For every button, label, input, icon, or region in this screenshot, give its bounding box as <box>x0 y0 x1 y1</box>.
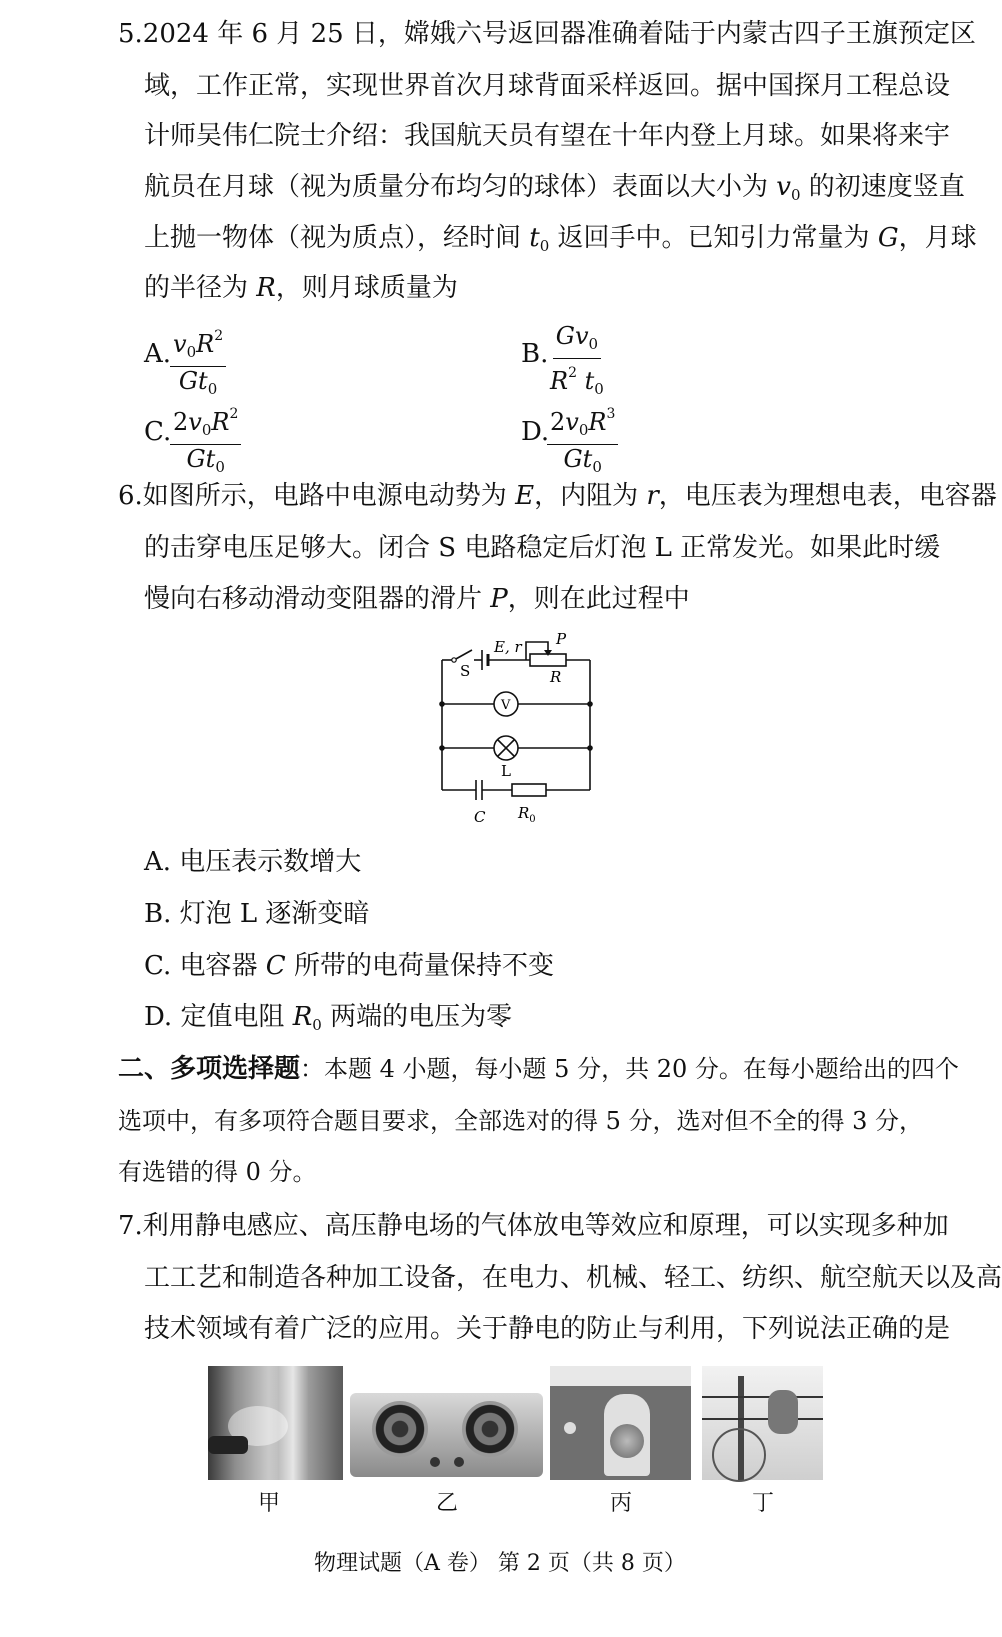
source-label: E, r <box>494 638 522 656</box>
symbol-R: R <box>248 273 276 303</box>
section2-line-1-text: ：本题 4 小题，每小题 5 分，共 20 分。在每小题给出的四个 <box>300 1055 959 1083</box>
q7-line-2: 工工艺和制造各种加工设备，在电力、机械、轻工、纺织、航空航天以及高 <box>144 1263 1002 1293</box>
q6-line-1-c: ，电压表为理想电表，电容器 <box>658 481 997 511</box>
q6-line-2: 的击穿电压足够大。闭合 S 电路稳定后灯泡 L 正常发光。如果此时缓 <box>144 533 941 563</box>
q6-line-3 <box>144 583 690 615</box>
q5-line-5 <box>144 222 977 262</box>
slider-arrow <box>544 650 552 656</box>
q6-line-3-b: ，则在此过程中 <box>507 584 690 614</box>
q5-line-2: 域，工作正常，实现世界首次月球背面采样返回。据中国探月工程总设 <box>144 71 951 101</box>
q7-line-1: 7.利用静电感应、高压静电场的气体放电等效应和原理，可以实现多种加 <box>118 1211 949 1241</box>
capacitor-label: C <box>474 808 486 826</box>
q5-option-b-label: B. <box>521 339 549 369</box>
q5-line-5-a: 上抛一物体（视为质点），经时间 <box>144 223 522 253</box>
symbol-r: r <box>638 481 659 511</box>
caption-ding: 丁 <box>752 1491 775 1516</box>
q5-line-4-a: 航员在月球（视为质量分布均匀的球体）表面以大小为 <box>144 172 769 202</box>
q5-line-6 <box>144 272 458 304</box>
q5-option-d-formula: $\frac{2v_0R^3}{Gt_0}$ <box>547 400 618 481</box>
q6-line-3-a: 慢向右移动滑动变阻器的滑片 <box>144 584 483 614</box>
q6-line-1-a: 6.如图所示，电路中电源电动势为 <box>118 481 507 511</box>
switch-contact <box>452 658 456 662</box>
symbol-P: P <box>482 584 508 614</box>
resistor-label: $R_0$ <box>518 804 536 825</box>
q5-option-a-label: A. <box>144 339 172 369</box>
q5-line-4-b: 的初速度竖直 <box>808 172 965 202</box>
q5-line-1: 5.2024 年 6 月 25 日，嫦娥六号返回器准确着陆于内蒙古四子王旗预定区 <box>118 19 976 49</box>
q5-option-a-formula: $\frac{v_0R^2}{Gt_0}$ <box>170 322 226 403</box>
q5-line-6-b: ，则月球质量为 <box>275 273 458 303</box>
symbol-R0: $R_0$ <box>284 1002 322 1034</box>
q5-option-c-formula: $\frac{2v_0R^2}{Gt_0}$ <box>170 400 241 481</box>
q5-line-5-b: 返回手中。已知引力常量为 <box>557 223 870 253</box>
q5-option-b-formula: $\frac{Gv_0}{R^2 t_0}$ <box>550 322 604 398</box>
symbol-G: G <box>869 223 899 253</box>
lamp-label: L <box>501 762 511 780</box>
caption-bing: 丙 <box>610 1491 633 1516</box>
symbol-E: E <box>506 481 535 511</box>
voltmeter-label: V <box>501 698 511 713</box>
photo-spray-painting <box>208 1366 343 1480</box>
q6-option-d-b: 两端的电压为零 <box>330 1002 513 1032</box>
slider-label: P <box>556 630 567 648</box>
caption-yi: 乙 <box>436 1491 459 1516</box>
section2-title: 二、多项选择题 <box>118 1054 301 1084</box>
switch-blade <box>454 650 472 660</box>
photo-power-line-worker <box>702 1366 823 1480</box>
q6-option-d-a: D. 定值电阻 <box>144 1002 285 1032</box>
q7-line-3: 技术领域有着广泛的应用。关于静电的防止与利用，下列说法正确的是 <box>144 1314 951 1344</box>
circuit-diagram <box>430 630 610 830</box>
symbol-v0: $v_0$ <box>768 172 801 204</box>
q6-option-c-b: 所带的电荷量保持不变 <box>293 951 554 981</box>
switch-label: S <box>460 662 471 680</box>
symbol-C: C <box>257 951 294 981</box>
q5-line-4 <box>144 171 965 211</box>
q6-line-1-b: ，内阻为 <box>534 481 639 511</box>
q5-option-d-label: D. <box>521 417 550 447</box>
q6-option-c-a: C. 电容器 <box>144 951 258 981</box>
q6-line-1 <box>118 480 997 512</box>
q6-option-a: A. 电压表示数增大 <box>144 847 362 877</box>
q6-option-d <box>144 1001 512 1041</box>
resistor-r0-body <box>512 784 546 796</box>
q5-line-5-c: ，月球 <box>898 223 977 253</box>
section2-line-3: 有选错的得 0 分。 <box>118 1158 317 1186</box>
photo-gas-stove <box>350 1393 543 1477</box>
junction-dots <box>439 701 593 751</box>
rheostat-label: R <box>550 668 562 686</box>
caption-jia: 甲 <box>258 1491 281 1516</box>
symbol-t0: $t_0$ <box>521 223 550 255</box>
q5-option-c-label: C. <box>144 417 172 447</box>
section2-line-2: 选项中，有多项符合题目要求，全部选对的得 5 分，选对但不全的得 3 分， <box>118 1107 924 1135</box>
q5-line-6-a: 的半径为 <box>144 273 249 303</box>
page-footer: 物理试题（A 卷） 第 2 页（共 8 页） <box>314 1551 686 1576</box>
q6-option-b: B. 灯泡 L 逐渐变暗 <box>144 899 370 929</box>
q6-option-c <box>144 950 554 982</box>
q5-line-3: 计师吴伟仁院士介绍：我国航天员有望在十年内登上月球。如果将来宇 <box>144 121 951 151</box>
photo-static-discharge-device <box>550 1366 691 1480</box>
section2-line-1 <box>118 1053 959 1085</box>
